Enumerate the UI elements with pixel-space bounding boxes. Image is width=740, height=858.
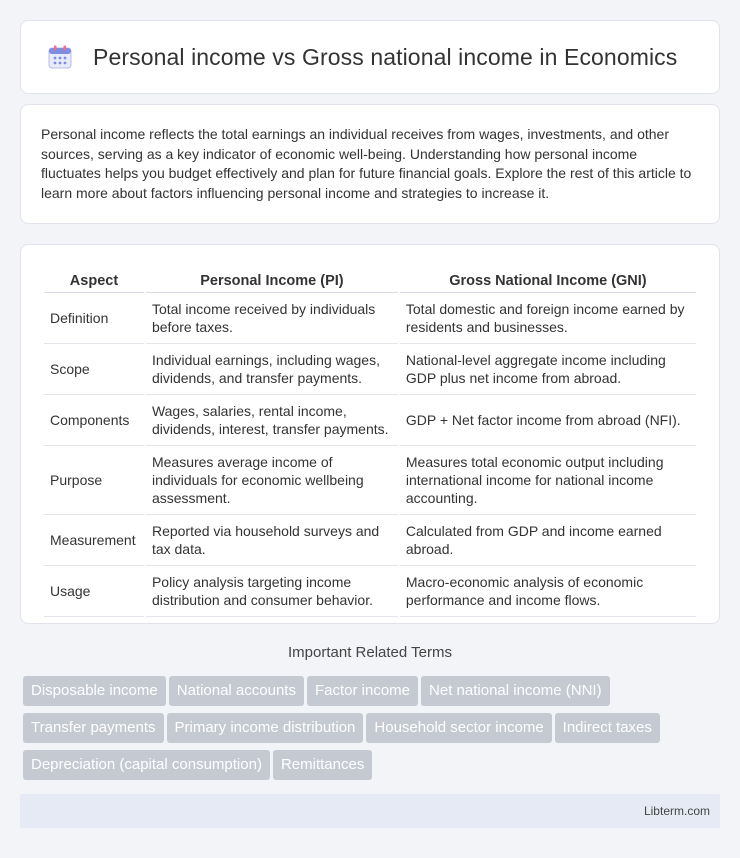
column-header: Personal Income (PI): [146, 265, 398, 293]
table-row: [44, 446, 696, 515]
table-row: [44, 515, 696, 566]
table-row: [44, 566, 696, 617]
header-card: [20, 20, 720, 94]
table-cell: Measures total economic output including international income for national income accounting.: [400, 446, 696, 515]
table-cell: Total income received by individuals before taxes.: [146, 293, 398, 344]
table-cell: Measurement: [44, 515, 144, 566]
table-row: [44, 293, 696, 344]
footer: [20, 794, 720, 828]
table-cell: Scope: [44, 344, 144, 395]
table-cell: Usage: [44, 566, 144, 617]
intro-card: [20, 104, 720, 224]
table-cell: Wages, salaries, rental income, dividends, interest, transfer payments.: [146, 395, 398, 446]
table-cell: Reported via household surveys and tax data.: [146, 515, 398, 566]
calendar-icon: [47, 44, 73, 70]
intro-text: Personal income reflects the total earnings an individual receives from wages, investments, and other sources, serving as a key indicator of economic well-being. Understanding how personal income fluctuates helps you budget effectively and plan for future financial goals. Explore the rest of this article to learn more about factors influencing personal income and strategies to increase it.: [41, 126, 692, 201]
related-term-tag[interactable]: Net national income (NNI): [421, 676, 610, 706]
table-cell: Policy analysis targeting income distribution and consumer behavior.: [146, 566, 398, 617]
related-term-tag[interactable]: Indirect taxes: [555, 713, 660, 743]
related-term-tag[interactable]: Primary income distribution: [167, 713, 364, 743]
page-title: Personal income vs Gross national income in Economics: [93, 43, 678, 70]
related-term-tag[interactable]: Transfer payments: [23, 713, 164, 743]
table-cell: Macro-economic analysis of economic performance and income flows.: [400, 566, 696, 617]
related-term-tag[interactable]: Disposable income: [23, 676, 166, 706]
related-term-tag[interactable]: National accounts: [169, 676, 304, 706]
related-term-tag[interactable]: Depreciation (capital consumption): [23, 750, 270, 780]
table-row: [44, 395, 696, 446]
table-cell: National-level aggregate income including GDP plus net income from abroad.: [400, 344, 696, 395]
table-cell: Purpose: [44, 446, 144, 515]
related-term-tag[interactable]: Remittances: [273, 750, 372, 780]
table-header-row: [44, 265, 696, 293]
footer-brand-link[interactable]: Libterm.com: [643, 804, 710, 818]
column-header: Gross National Income (GNI): [400, 265, 696, 293]
comparison-table-card: [20, 244, 720, 624]
table-cell: Measures average income of individuals for economic wellbeing assessment.: [146, 446, 398, 515]
table-cell: GDP + Net factor income from abroad (NFI).: [400, 395, 696, 446]
table-cell: Components: [44, 395, 144, 446]
column-header: Aspect: [44, 265, 144, 293]
related-terms-list: [23, 676, 723, 787]
table-row: [44, 344, 696, 395]
table-cell: Definition: [44, 293, 144, 344]
related-terms-title: Important Related Terms: [288, 644, 452, 661]
related-term-tag[interactable]: Factor income: [307, 676, 418, 706]
related-term-tag[interactable]: Household sector income: [366, 713, 551, 743]
comparison-table: [42, 265, 698, 617]
table-cell: Total domestic and foreign income earned by residents and businesses.: [400, 293, 696, 344]
table-cell: Individual earnings, including wages, dividends, and transfer payments.: [146, 344, 398, 395]
table-cell: Calculated from GDP and income earned abroad.: [400, 515, 696, 566]
